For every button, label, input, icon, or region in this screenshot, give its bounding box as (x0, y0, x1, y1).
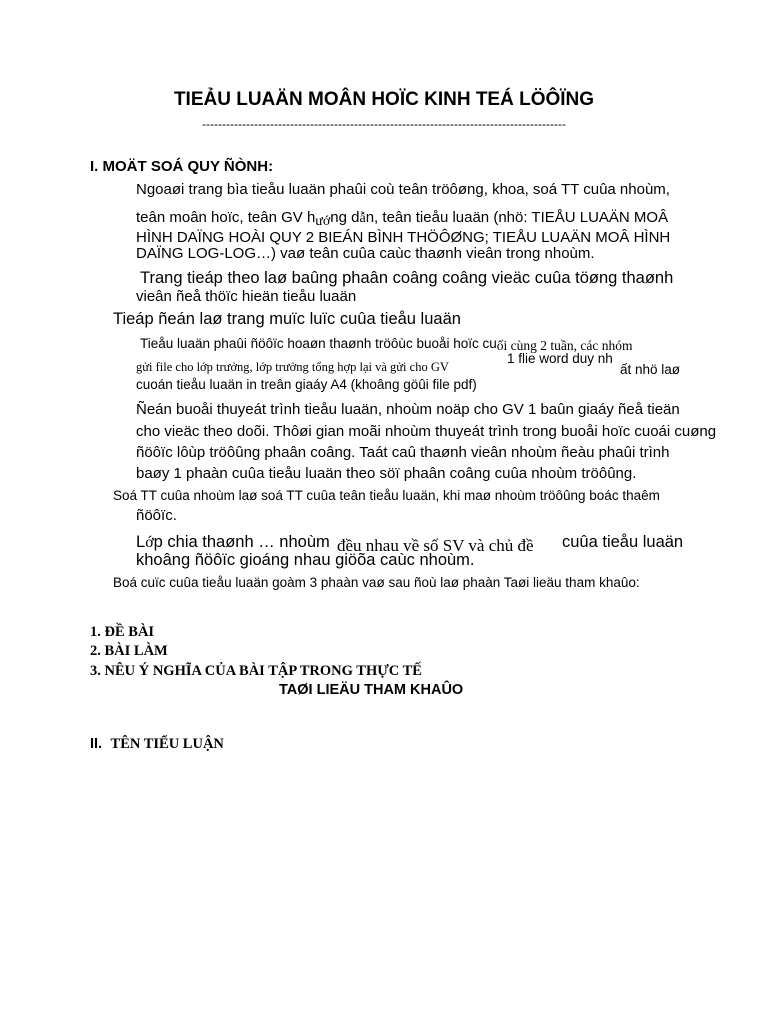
part-item-2: 2. BÀI LÀM (90, 643, 168, 659)
rule-line-17-part-b: ớ (145, 534, 154, 551)
rule-line-5: Trang tieáp theo laø baûng phaân coâng coâng vieäc cuûa töøng thaønh (140, 269, 674, 287)
part-item-1: 1. ĐỀ BÀI (90, 624, 155, 640)
rule-line-8-part-b: ối cùng 2 tuần, các nhóm (496, 338, 633, 353)
rule-line-17-part-a: L (136, 533, 146, 551)
rule-line-13: ñöôïc lôùp tröôûng phaân coâng. Taát caû thaønh vieân nhoùm ñeàu phaûi trình (136, 444, 670, 461)
rule-line-2-part-d: ẫ (359, 211, 366, 226)
section-2-number: II. (90, 736, 103, 752)
rule-line-16: ñöôïc. (136, 507, 177, 524)
section-1-heading: I. MOÄT SOÁ QUY ÑÒNH: (90, 158, 274, 175)
rule-line-4: DAÏNG LOG-LOG…) vaø teân cuûa caùc thaønh vieân trong nhoùm. (136, 245, 595, 262)
rule-line-17-part-d: đều nhau về số SV và chủ đề (337, 536, 534, 555)
rule-line-17-part-c: p chia thaønh … nhoùm (153, 533, 330, 551)
rule-line-10: cuoán tieåu luaän in treân giaáy A4 (khoâng göûi file pdf) (136, 377, 477, 392)
rule-line-8-part-a: Tieåu luaän phaûi ñöôïc hoaøn thaønh tröôùc buoåi hoïc cu (140, 336, 497, 351)
rule-line-8 (140, 336, 632, 352)
rule-line-18: khoâng ñöôïc gioáng nhau giöõa caùc nhoùm. (136, 551, 475, 569)
rule-line-9-part-c: ất nhö laø (620, 362, 681, 377)
section-2-heading (90, 735, 224, 753)
rule-line-2-part-e: n, teân tieåu luaän (nhö: TIEÅU LUAÄN MOÂ (365, 209, 669, 226)
document-title: TIEẢU LUAÄN MOÂN HOÏC KINH TEÁ LÖÔÏNG (173, 89, 595, 110)
rule-line-14: baøy 1 phaàn cuûa tieåu luaän theo söï phaân coâng cuûa nhoùm tröôûng. (136, 465, 637, 482)
rule-line-2-part-b: ướ (315, 214, 331, 229)
references-heading: TAØI LIEÄU THAM KHAÛO (279, 682, 464, 698)
rule-line-15: Soá TT cuûa nhoùm laø soá TT cuûa teân tieåu luaän, khi maø nhoùm tröôûng boác thaêm (113, 488, 660, 503)
rule-line-6: vieân ñeå thöïc hieän tieåu luaän (136, 288, 357, 305)
rule-line-3: HÌNH DAÏNG HOÀI QUY 2 BIEÁN BÌNH THÖÔØNG; TIEÅU LUAÄN MOÂ HÌNH (136, 229, 671, 246)
rule-line-2-part-a: teân moân hoïc, teân GV h (136, 209, 316, 226)
rule-line-17-part-e: cuûa tieåu luaän (562, 533, 684, 551)
rule-line-9-part-a: gửi file cho lớp trưởng, lớp trưởng tổng hợp lại và gửi cho GV (136, 360, 449, 374)
rule-line-9-part-b: 1 flie word duy nh (507, 351, 613, 366)
rule-line-1: Ngoaøi trang bìa tieåu luaän phaûi coù teân tröôøng, khoa, soá TT cuûa nhoùm, (136, 181, 670, 198)
rule-line-11: Ñeán buoåi thuyeát trình tieåu luaän, nhoùm noäp cho GV 1 baûn giaáy ñeå tieän (136, 401, 680, 418)
part-item-3: 3. NÊU Ý NGHĨA CỦA BÀI TẬP TRONG THỰC TẾ (90, 663, 422, 679)
section-2-title: TÊN TIỂU LUẬN (110, 736, 224, 752)
rule-line-2 (136, 209, 668, 227)
rule-line-2-part-c: ng d (330, 209, 360, 226)
rule-line-7: Tieáp ñeán laø trang muïc luïc cuûa tieåu luaän (113, 310, 461, 328)
rule-line-19: Boá cuïc cuûa tieåu luaän goàm 3 phaàn vaø sau ñoù laø phaàn Taøi lieäu tham khaûo: (113, 575, 640, 590)
rule-line-17 (136, 533, 330, 552)
rule-line-12: cho vieäc theo doõi. Thôøi gian moãi nhoùm thuyeát trình trong buoåi hoïc cuoái cuøng (136, 423, 717, 440)
separator-line: ------------------------------------------------------------------------------------------- (202, 117, 566, 131)
